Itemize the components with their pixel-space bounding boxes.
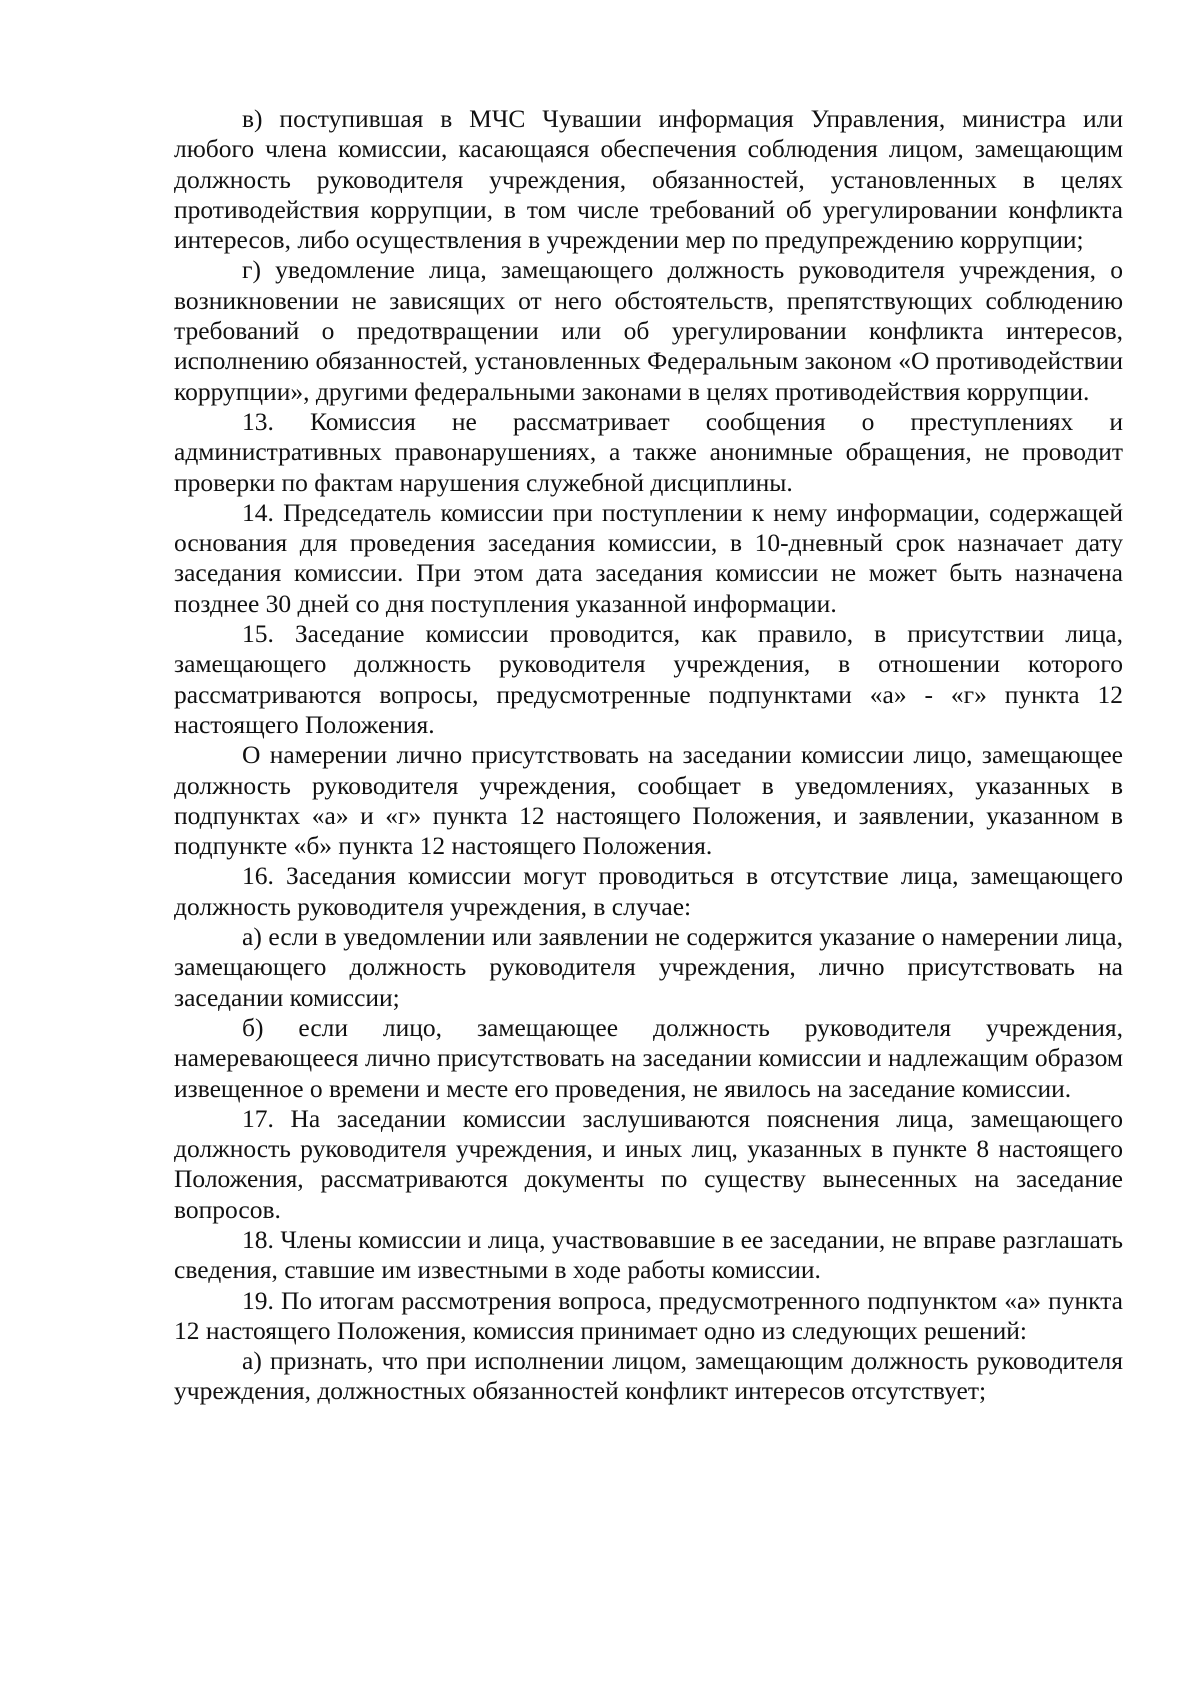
paragraph-12v: в) поступившая в МЧС Чувашии информация Управления, министра или любого члена комиссии, касающаяся обеспечения соблюдения лицом, замещающим должность руководителя учреждения, обязанностей, установленных в целях противодействия коррупции, в том числе требований об урегулировании конфликта интересов, либо осуществления в учреждении мер по предупреждению коррупции;: [174, 104, 1123, 255]
paragraph-14: 14. Председатель комиссии при поступлении к нему информации, содержащей основания для проведения заседания комиссии, в 10-дневный срок назначает дату заседания комиссии. При этом дата заседания комиссии не может быть назначена позднее 30 дней со дня поступления указанной информации.: [174, 497, 1123, 618]
paragraph-15: 15. Заседание комиссии проводится, как правило, в присутствии лица, замещающего должность руководителя учреждения, в отношении которого рассматриваются вопросы, предусмотренные подпунктами «а» - «г» пункта 12 настоящего Положения.: [174, 619, 1123, 739]
paragraph-19a: а) признать, что при исполнении лицом, замещающим должность руководителя учреждения, должностных обязанностей конфликт интересов отсутствует;: [174, 1346, 1123, 1406]
paragraph-16a: а) если в уведомлении или заявлении не содержится указание о намерении лица, замещающего должность руководителя учреждения, лично присутствовать на заседании комиссии;: [174, 922, 1123, 1012]
paragraph-12g: г) уведомление лица, замещающего должность руководителя учреждения, о возникновении не зависящих от него обстоятельств, препятствующих соблюдению требований о предотвращении или об урегулировании конфликта интересов, исполнению обязанностей, установленных Федеральным законом «О противодействии коррупции», другими федеральными законами в целях противодействия коррупции.: [174, 255, 1123, 406]
paragraph-13: 13. Комиссия не рассматривает сообщения о преступлениях и административных правонарушениях, а также анонимные обращения, не проводит проверки по фактам нарушения служебной дисциплины.: [174, 406, 1123, 497]
document-page: [174, 104, 1123, 1407]
paragraph-15-notice: О намерении лично присутствовать на заседании комиссии лицо, замещающее должность руководителя учреждения, сообщает в уведомлениях, указанных в подпунктах «а» и «г» пункта 12 настоящего Положения, и заявлении, указанном в подпункте «б» пункта 12 настоящего Положения.: [174, 740, 1123, 861]
paragraph-16: 16. Заседания комиссии могут проводиться в отсутствие лица, замещающего должность руководителя учреждения, в случае:: [174, 861, 1123, 921]
paragraph-19: 19. По итогам рассмотрения вопроса, предусмотренного подпунктом «а» пункта 12 настоящего Положения, комиссия принимает одно из следующих решений:: [174, 1285, 1123, 1345]
paragraph-18: 18. Члены комиссии и лица, участвовавшие в ее заседании, не вправе разглашать сведения, ставшие им известными в ходе работы комиссии.: [174, 1224, 1123, 1285]
paragraph-17: 17. На заседании комиссии заслушиваются пояснения лица, замещающего должность руководителя учреждения, и иных лиц, указанных в пункте 8 настоящего Положения, рассматриваются документы по существу вынесенных на заседание вопросов.: [174, 1103, 1123, 1224]
paragraph-16b: б) если лицо, замещающее должность руководителя учреждения, намеревающееся лично присутствовать на заседании комиссии и надлежащим образом извещенное о времени и месте его проведения, не явилось на заседание комиссии.: [174, 1012, 1123, 1103]
